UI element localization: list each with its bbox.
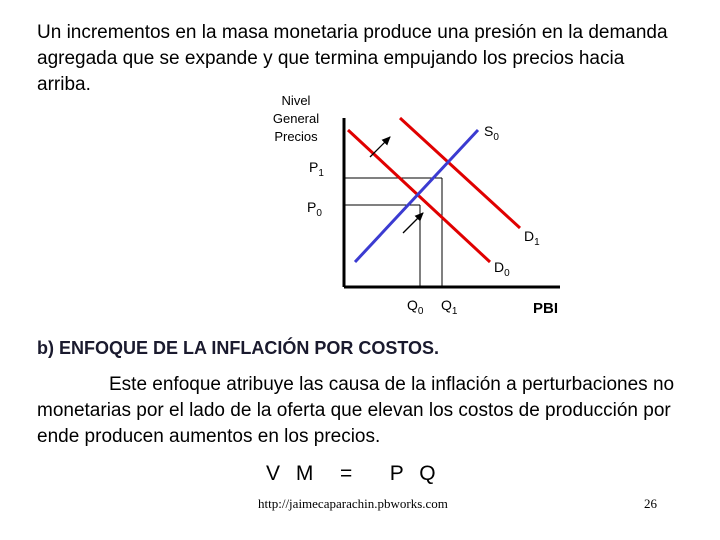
supply-label-s0: $S_0$ [484,123,499,143]
y-axis-label-line-1: Nivel [281,93,311,108]
y-axis-label-line-3: Precios [274,129,318,144]
body-paragraph: Este enfoque atribuye las causa de la inflación a perturbaciones no monetarias por el lado de la oferta que elevan los costos de producción por ende producen aumentos en los precios. [37,374,675,447]
demand-label-d1: $D_1$ [524,228,540,248]
price-label-p1: $P_1$ [309,159,324,179]
equation-of-exchange: V M = P Q [266,462,441,485]
section-heading: b) ENFOQUE DE LA INFLACIÓN POR COSTOS. [37,338,440,358]
quantity-label-q0: $Q_0$ [407,297,424,317]
x-axis-label: PBI [533,300,559,317]
supply-curve-s0 [355,130,478,262]
demand-label-d0: $D_0$ [494,259,510,279]
quantity-label-q1: $Q_1$ [441,297,458,317]
price-label-p0: $P_0$ [307,199,322,219]
intro-text: Un incrementos en la masa monetaria produce una presión en la demanda agregada que se expande y que termina empujando los precios hacia arriba. [37,22,668,95]
demand-shift-arrow-top [370,137,390,157]
demand-curve-d1 [400,118,520,228]
footer-url: http://jaimecaparachin.pbworks.com [258,496,448,511]
demand-curve-d0 [348,130,490,262]
y-axis-label-line-2: General [272,111,320,126]
page-number: 26 [644,496,657,511]
